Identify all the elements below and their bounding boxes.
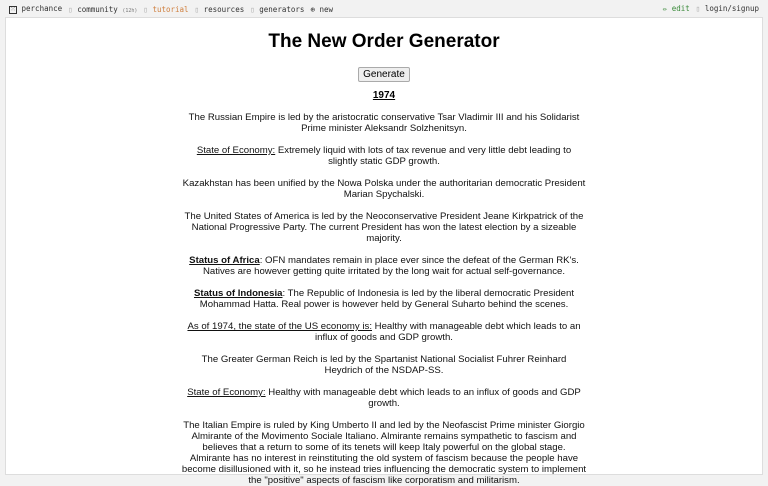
plus-icon: ⊕: [310, 4, 315, 14]
nav-login[interactable]: [696, 4, 759, 13]
paragraph-label: As of 1974, the state of the US economy is:: [187, 321, 372, 332]
paragraph: [182, 178, 587, 200]
paragraph: [182, 288, 587, 310]
top-nav: [0, 0, 768, 16]
generator-output: [5, 17, 763, 486]
nav-label: generators: [259, 4, 305, 14]
generate-button[interactable]: Generate: [358, 67, 410, 82]
paragraph-text: Healthy with manageable debt which leads to an influx of goods and GDP growth.: [265, 387, 581, 409]
paragraph-text: The Italian Empire is ruled by King Umberto II and led by the Neofascist Prime minister Giorgio Almirante of the Movimento Sociale Italiano. Almirante remains sympathetic to fascism and believes that a return to some of its tenets will keep Italy powerful on the global stage. Almirante has no interest in reinstituting the old system of fascism because the people have become disillusioned with it, so he instead tries influencing the democratic system to implement the "positive" aspects of fascism like corporatism and militarism.: [181, 420, 587, 486]
nav-perchance[interactable]: [9, 4, 62, 14]
nav-generators[interactable]: [250, 5, 304, 14]
paragraph: [182, 420, 587, 486]
nav-resources[interactable]: [195, 5, 245, 14]
chat-icon: ▯: [68, 4, 73, 14]
user-icon: ▯: [695, 4, 701, 13]
nav-label: edit: [671, 4, 690, 13]
paragraph: [182, 112, 587, 134]
nav-label: new: [319, 4, 333, 14]
book-icon: ▯: [143, 4, 148, 14]
nav-community[interactable]: [68, 5, 137, 14]
paragraph-label: State of Economy:: [187, 387, 266, 398]
paragraph: [182, 145, 587, 167]
nav-new[interactable]: [310, 5, 333, 14]
pencil-icon: ✏: [662, 4, 668, 13]
nav-label: perchance: [21, 4, 63, 13]
dice-icon: ⁙: [10, 6, 16, 13]
paragraph-list: [6, 112, 762, 486]
paragraph-text: The Greater German Reich is led by the Spartanist National Socialist Fuhrer Reinhard Heydrich of the NSDAP-SS.: [201, 354, 567, 376]
nav-label: tutorial: [152, 4, 189, 14]
list-icon: ▯: [250, 4, 255, 14]
nav-label: community: [77, 4, 118, 14]
nav-label: login/signup: [704, 4, 759, 13]
year-heading: 1974: [372, 90, 396, 101]
nav-label: resources: [203, 4, 245, 14]
paragraph: [182, 211, 587, 244]
paragraph-text: The United States of America is led by the Neoconservative President Jeane Kirkpatrick of the National Progressive Party. The current President has won the latest election by a sizeable majority.: [184, 211, 584, 244]
nav-edit[interactable]: [663, 4, 690, 13]
paragraph-text: Extremely liquid with lots of tax revenue and very little debt leading to slightly static GDP growth.: [275, 145, 572, 167]
community-badge: (12h): [122, 7, 138, 14]
paragraph-label: Status of Indonesia: [193, 288, 283, 299]
paragraph: [182, 321, 587, 343]
link-icon: ▯: [194, 4, 200, 14]
paragraph-text: Kazakhstan has been unified by the Nowa Polska under the authoritarian democratic President Marian Spychalski.: [182, 178, 586, 200]
paragraph-text: : OFN mandates remain in place ever since the defeat of the German RK's. Natives are however getting quite irritated by the long wait for actual self-governance.: [202, 255, 579, 277]
paragraph-label: Status of Africa: [189, 255, 260, 266]
paragraph-label: State of Economy:: [196, 145, 276, 156]
paragraph: [182, 255, 587, 277]
page-title: The New Order Generator: [268, 31, 500, 52]
paragraph: [182, 387, 587, 409]
paragraph-text: : The Republic of Indonesia is led by the liberal democratic President Mohammad Hatta. Real power is however held by General Suharto behind the scenes.: [199, 288, 575, 310]
paragraph: [182, 354, 587, 376]
paragraph-text: Healthy with manageable debt which leads to an influx of goods and GDP growth.: [315, 321, 581, 343]
nav-tutorial[interactable]: [143, 5, 188, 14]
paragraph-text: The Russian Empire is led by the aristocratic conservative Tsar Vladimir III and his Solidarist Prime minister Aleksandr Solzhenitsyn.: [188, 112, 580, 134]
